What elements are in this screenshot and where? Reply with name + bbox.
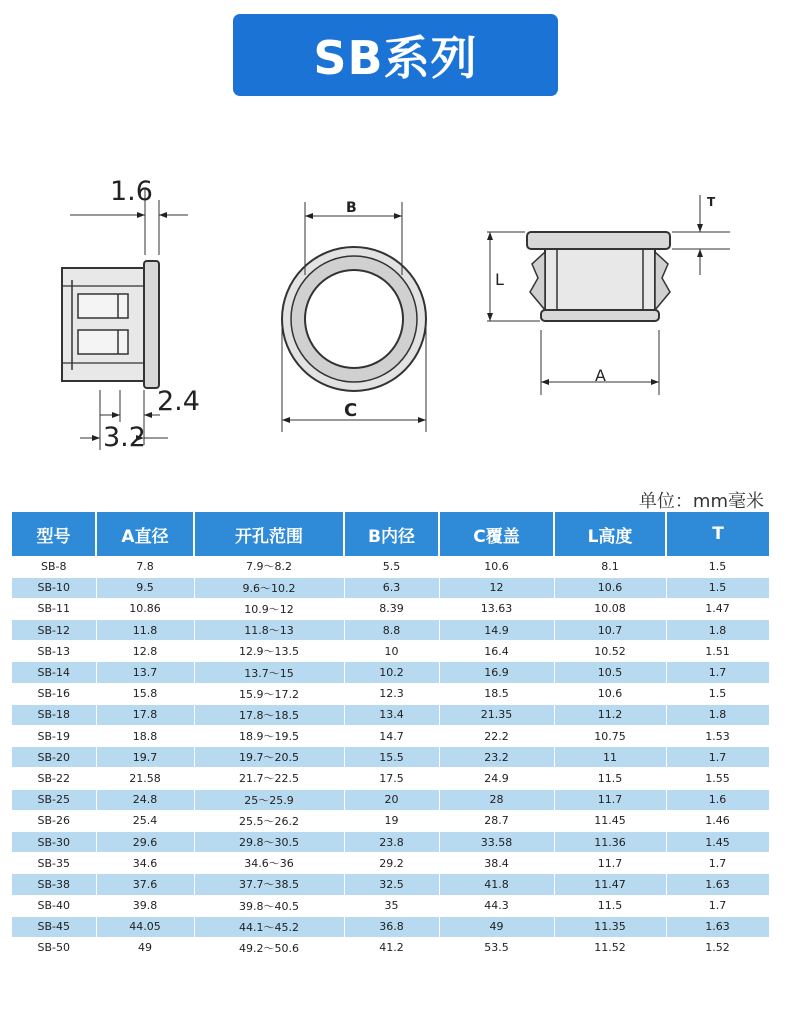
cell-model: SB-16 [12,683,96,704]
cell-a-diameter: 49 [96,937,194,958]
cell-l-height: 11.47 [554,874,666,895]
cell-b-inner-diameter: 10 [344,641,439,662]
cell-model: SB-11 [12,598,96,619]
cell-c-cover: 16.4 [439,641,554,662]
header-c-cover: C覆盖 [439,512,554,556]
cell-c-cover: 22.2 [439,726,554,747]
cell-t: 1.45 [666,831,769,852]
cell-model: SB-45 [12,916,96,937]
cell-l-height: 11.7 [554,853,666,874]
cell-t: 1.52 [666,937,769,958]
cell-l-height: 11.7 [554,789,666,810]
cell-l-height: 11.52 [554,937,666,958]
cell-t: 1.7 [666,747,769,768]
cell-model: SB-50 [12,937,96,958]
cell-t: 1.7 [666,662,769,683]
cell-l-height: 10.75 [554,726,666,747]
cell-hole-range: 21.7～22.5 [194,768,344,789]
cell-b-inner-diameter: 5.5 [344,556,439,577]
table-row [12,704,769,725]
cell-c-cover: 21.35 [439,704,554,725]
cell-model: SB-38 [12,874,96,895]
cell-hole-range: 11.8～13 [194,620,344,641]
cell-l-height: 8.1 [554,556,666,577]
cell-l-height: 10.6 [554,683,666,704]
cell-t: 1.8 [666,704,769,725]
cell-hole-range: 9.6～10.2 [194,577,344,598]
cell-c-cover: 12 [439,577,554,598]
dim-label-b: B [346,200,357,216]
cell-t: 1.51 [666,641,769,662]
cell-model: SB-20 [12,747,96,768]
cell-hole-range: 34.6～36 [194,853,344,874]
dim-label-a: A [595,366,606,385]
table-row [12,853,769,874]
cell-l-height: 11.45 [554,810,666,831]
header-b-inner-diameter: B内径 [344,512,439,556]
cell-a-diameter: 37.6 [96,874,194,895]
cell-l-height: 10.52 [554,641,666,662]
cell-c-cover: 16.9 [439,662,554,683]
cell-hole-range: 10.9～12 [194,598,344,619]
cell-a-diameter: 18.8 [96,726,194,747]
cell-b-inner-diameter: 35 [344,895,439,916]
cell-t: 1.5 [666,556,769,577]
table-row [12,577,769,598]
unit-note: 单位：mm毫米 [638,491,764,512]
cell-a-diameter: 19.7 [96,747,194,768]
table-row [12,683,769,704]
cell-model: SB-14 [12,662,96,683]
cell-model: SB-40 [12,895,96,916]
cell-model: SB-8 [12,556,96,577]
cell-c-cover: 24.9 [439,768,554,789]
cell-hole-range: 7.9～8.2 [194,556,344,577]
cell-t: 1.46 [666,810,769,831]
cell-b-inner-diameter: 6.3 [344,577,439,598]
table-row [12,810,769,831]
table-row [12,937,769,958]
cell-t: 1.47 [666,598,769,619]
cell-model: SB-18 [12,704,96,725]
header-a-diameter: A直径 [96,512,194,556]
cell-l-height: 11.5 [554,895,666,916]
cell-hole-range: 29.8～30.5 [194,831,344,852]
cell-c-cover: 38.4 [439,853,554,874]
cell-a-diameter: 25.4 [96,810,194,831]
header-t: T [666,512,769,556]
cell-a-diameter: 13.7 [96,662,194,683]
cell-c-cover: 53.5 [439,937,554,958]
cell-b-inner-diameter: 14.7 [344,726,439,747]
cell-t: 1.55 [666,768,769,789]
cell-model: SB-19 [12,726,96,747]
cell-b-inner-diameter: 29.2 [344,853,439,874]
cell-t: 1.5 [666,683,769,704]
drawings-svg [0,160,790,460]
cell-b-inner-diameter: 13.4 [344,704,439,725]
front-view-drawing [282,202,426,432]
cell-hole-range: 12.9～13.5 [194,641,344,662]
table-row [12,789,769,810]
table-row [12,768,769,789]
cell-c-cover: 49 [439,916,554,937]
table-row [12,726,769,747]
cell-a-diameter: 34.6 [96,853,194,874]
cell-l-height: 10.6 [554,577,666,598]
cell-hole-range: 15.9～17.2 [194,683,344,704]
cell-c-cover: 44.3 [439,895,554,916]
cell-l-height: 11.36 [554,831,666,852]
cell-a-diameter: 39.8 [96,895,194,916]
cell-hole-range: 25～25.9 [194,789,344,810]
table-row [12,662,769,683]
cell-c-cover: 13.63 [439,598,554,619]
cell-hole-range: 25.5～26.2 [194,810,344,831]
header-hole-range: 开孔范围 [194,512,344,556]
cell-hole-range: 17.8～18.5 [194,704,344,725]
title-banner [233,14,558,96]
cell-a-diameter: 7.8 [96,556,194,577]
cell-t: 1.7 [666,895,769,916]
table-row [12,641,769,662]
dim-label-3-2: 3.2 [103,422,146,453]
table-body [12,556,769,959]
cell-l-height: 11.35 [554,916,666,937]
table-header-row [12,512,769,556]
cell-b-inner-diameter: 20 [344,789,439,810]
cell-c-cover: 18.5 [439,683,554,704]
cell-b-inner-diameter: 12.3 [344,683,439,704]
cell-model: SB-12 [12,620,96,641]
cell-hole-range: 18.9～19.5 [194,726,344,747]
cell-a-diameter: 12.8 [96,641,194,662]
cell-t: 1.63 [666,874,769,895]
cell-model: SB-10 [12,577,96,598]
cell-hole-range: 13.7～15 [194,662,344,683]
cell-model: SB-35 [12,853,96,874]
spec-table [12,512,770,959]
header-model: 型号 [12,512,96,556]
cell-hole-range: 44.1～45.2 [194,916,344,937]
cell-a-diameter: 15.8 [96,683,194,704]
profile-view-drawing [487,195,730,395]
cell-model: SB-30 [12,831,96,852]
cell-t: 1.7 [666,853,769,874]
cell-model: SB-26 [12,810,96,831]
cell-c-cover: 28.7 [439,810,554,831]
cell-a-diameter: 17.8 [96,704,194,725]
cell-l-height: 11.5 [554,768,666,789]
cell-a-diameter: 9.5 [96,577,194,598]
table-row [12,620,769,641]
cell-a-diameter: 10.86 [96,598,194,619]
cell-t: 1.53 [666,726,769,747]
cell-a-diameter: 21.58 [96,768,194,789]
table-row [12,916,769,937]
table-row [12,598,769,619]
cell-c-cover: 33.58 [439,831,554,852]
cell-hole-range: 37.7～38.5 [194,874,344,895]
cell-t: 1.8 [666,620,769,641]
cell-b-inner-diameter: 36.8 [344,916,439,937]
cell-b-inner-diameter: 8.39 [344,598,439,619]
cell-model: SB-22 [12,768,96,789]
cell-l-height: 11 [554,747,666,768]
cell-b-inner-diameter: 19 [344,810,439,831]
table-row [12,556,769,577]
dim-label-c: C [344,400,358,421]
dim-label-t: T [707,195,716,209]
cell-b-inner-diameter: 8.8 [344,620,439,641]
cell-b-inner-diameter: 15.5 [344,747,439,768]
table-row [12,831,769,852]
cell-t: 1.5 [666,577,769,598]
cell-a-diameter: 24.8 [96,789,194,810]
cell-hole-range: 39.8～40.5 [194,895,344,916]
cell-c-cover: 41.8 [439,874,554,895]
dim-label-2-4: 2.4 [157,386,200,417]
cell-c-cover: 28 [439,789,554,810]
technical-drawings [0,160,790,460]
page-title: SB系列 [313,31,478,85]
table-row [12,874,769,895]
dim-label-l: L [495,270,504,289]
dim-label-1-6: 1.6 [110,176,153,207]
cell-a-diameter: 44.05 [96,916,194,937]
cell-hole-range: 49.2～50.6 [194,937,344,958]
cell-c-cover: 23.2 [439,747,554,768]
table-row [12,895,769,916]
cell-b-inner-diameter: 10.2 [344,662,439,683]
cell-b-inner-diameter: 41.2 [344,937,439,958]
cell-hole-range: 19.7～20.5 [194,747,344,768]
cell-c-cover: 10.6 [439,556,554,577]
cell-b-inner-diameter: 32.5 [344,874,439,895]
cell-c-cover: 14.9 [439,620,554,641]
cell-model: SB-25 [12,789,96,810]
cell-model: SB-13 [12,641,96,662]
cell-a-diameter: 11.8 [96,620,194,641]
header-l-height: L高度 [554,512,666,556]
cell-l-height: 10.5 [554,662,666,683]
cell-t: 1.63 [666,916,769,937]
table-row [12,747,769,768]
cell-l-height: 10.08 [554,598,666,619]
cell-b-inner-diameter: 23.8 [344,831,439,852]
cell-l-height: 11.2 [554,704,666,725]
cell-b-inner-diameter: 17.5 [344,768,439,789]
cell-l-height: 10.7 [554,620,666,641]
cell-a-diameter: 29.6 [96,831,194,852]
cell-t: 1.6 [666,789,769,810]
